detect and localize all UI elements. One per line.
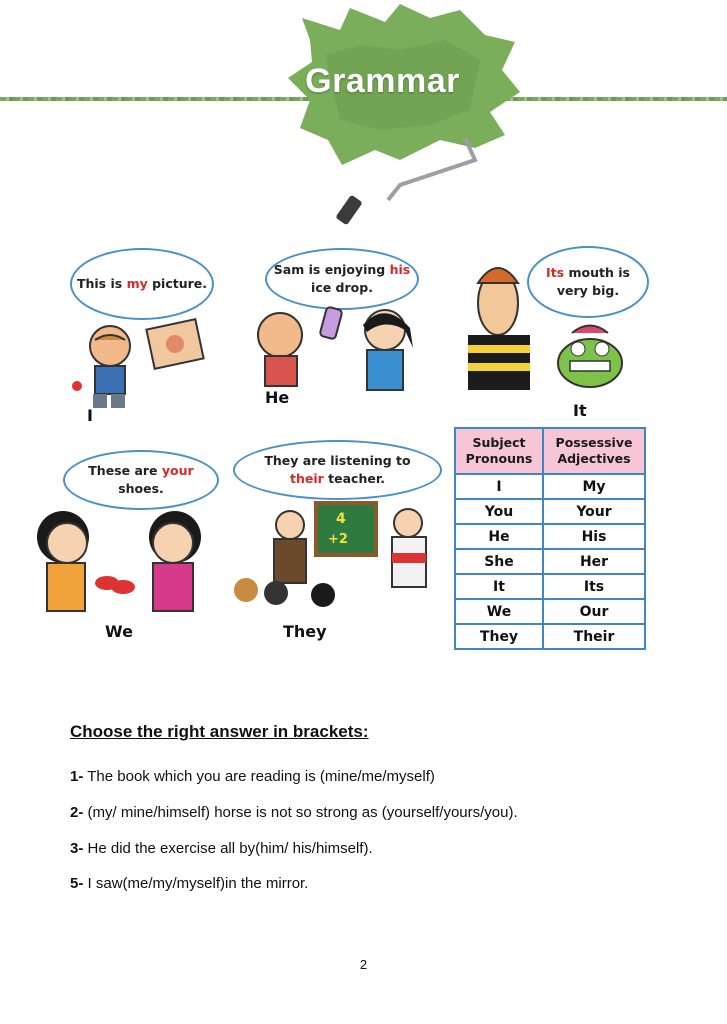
two-girls-shoes-illustration xyxy=(25,505,220,615)
table-cell: Their xyxy=(543,624,645,649)
table-header-cell: Possessive Adjectives xyxy=(543,428,645,474)
panel-they xyxy=(228,440,448,645)
panel-i xyxy=(25,238,235,428)
question-text: (my/ mine/himself) horse is not so strong as (yourself/yours/you). xyxy=(83,804,518,821)
teacher-classroom-illustration xyxy=(228,495,443,615)
page-number: 2 xyxy=(359,957,368,972)
question-number: 3- xyxy=(70,840,84,857)
panel-he xyxy=(240,238,445,428)
table-cell: I xyxy=(455,474,543,499)
table-cell: You xyxy=(455,499,543,524)
exercise-question xyxy=(70,875,308,892)
svg-text:4: 4 xyxy=(336,511,346,527)
question-number: 2- xyxy=(70,804,84,821)
table-row xyxy=(455,599,645,624)
table-cell: My xyxy=(543,474,645,499)
table-row xyxy=(455,524,645,549)
table-row xyxy=(455,624,645,649)
pronoun-label: It xyxy=(573,401,587,420)
panel-we xyxy=(25,440,220,645)
pronoun-table xyxy=(454,427,646,650)
exercise-question xyxy=(70,840,373,857)
pronoun-label: We xyxy=(105,622,133,641)
question-number: 1- xyxy=(70,768,84,785)
speech-bubble: These are your shoes. xyxy=(63,450,219,510)
exercise-question xyxy=(70,768,435,785)
paint-roller-banner xyxy=(280,0,530,230)
question-text: I saw(me/my/myself)in the mirror. xyxy=(83,875,309,892)
table-cell: We xyxy=(455,599,543,624)
table-cell: He xyxy=(455,524,543,549)
panel-it xyxy=(455,238,655,423)
exercise-heading: Choose the right answer in brackets: xyxy=(70,722,369,741)
table-cell: They xyxy=(455,624,543,649)
svg-text:+2: +2 xyxy=(328,532,348,547)
table-cell: Your xyxy=(543,499,645,524)
boy-with-picture-illustration xyxy=(65,316,215,411)
exercise-question xyxy=(70,804,518,821)
table-cell: His xyxy=(543,524,645,549)
banner-title: Grammar xyxy=(305,62,460,100)
speech-bubble: Its mouth is very big. xyxy=(527,246,649,318)
table-cell: It xyxy=(455,574,543,599)
question-text: The book which you are reading is (mine/me/myself) xyxy=(83,768,435,785)
table-cell: Her xyxy=(543,549,645,574)
table-header-cell: Subject Pronouns xyxy=(455,428,543,474)
pronoun-label: He xyxy=(265,388,290,407)
speech-bubble: They are listening to their teacher. xyxy=(233,440,442,500)
speech-bubble: This is my picture. xyxy=(70,248,214,320)
question-number: 5- xyxy=(70,875,84,892)
table-cell: Our xyxy=(543,599,645,624)
table-header-row xyxy=(455,428,645,474)
table-cell: She xyxy=(455,549,543,574)
boy-and-monster-illustration xyxy=(460,253,650,398)
pronoun-label: They xyxy=(283,622,327,641)
table-row xyxy=(455,474,645,499)
speech-bubble: Sam is enjoying his ice drop. xyxy=(265,248,419,310)
boy-and-girl-ice-drop-illustration xyxy=(245,300,440,395)
question-text: He did the exercise all by(him/ his/himself). xyxy=(83,840,373,857)
table-cell: Its xyxy=(543,574,645,599)
table-row xyxy=(455,574,645,599)
pronoun-label: I xyxy=(87,406,93,425)
table-row xyxy=(455,549,645,574)
table-row xyxy=(455,499,645,524)
